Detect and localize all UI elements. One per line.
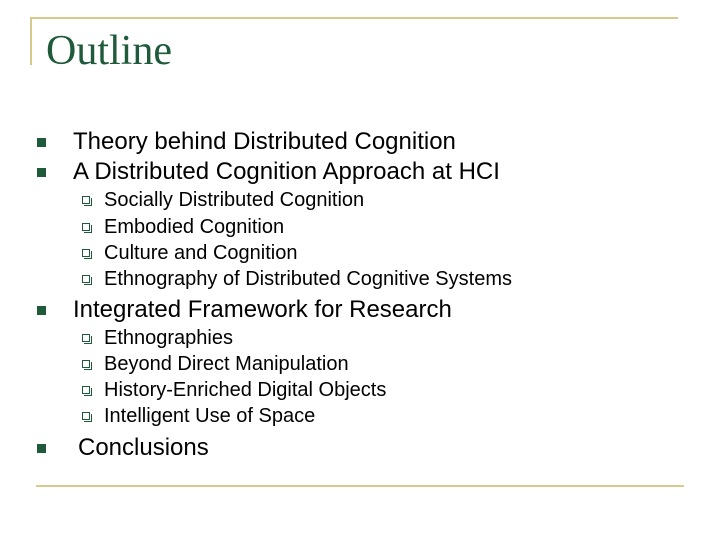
subitem-history-enriched: History-Enriched Digital Objects [104, 379, 387, 401]
hollow-square-bullet-icon [82, 196, 90, 204]
subitem-ethnography: Ethnography of Distributed Cognitive Systems [104, 268, 512, 290]
subitem-beyond-direct: Beyond Direct Manipulation [104, 353, 349, 375]
subitem-culture: Culture and Cognition [104, 242, 298, 264]
subitem-intelligent-space: Intelligent Use of Space [104, 405, 316, 427]
square-bullet-icon [37, 168, 46, 177]
subitem-embodied: Embodied Cognition [104, 216, 285, 238]
subitem-socially-distributed: Socially Distributed Cognition [104, 189, 365, 211]
outline-item-theory: Theory behind Distributed Cognition [73, 128, 456, 155]
hollow-square-bullet-icon [82, 275, 90, 283]
outline-item-approach: A Distributed Cognition Approach at HCI [73, 158, 500, 185]
outline-item-conclusions: Conclusions [78, 434, 209, 461]
hollow-square-bullet-icon [82, 360, 90, 368]
frame-bottom-line [36, 485, 684, 487]
frame-top-line [30, 17, 678, 19]
hollow-square-bullet-icon [82, 249, 90, 257]
slide-title: Outline [46, 28, 172, 74]
square-bullet-icon [37, 444, 46, 453]
hollow-square-bullet-icon [82, 412, 90, 420]
hollow-square-bullet-icon [82, 223, 90, 231]
hollow-square-bullet-icon [82, 386, 90, 394]
outline-item-framework: Integrated Framework for Research [73, 296, 452, 323]
subitem-ethnographies: Ethnographies [104, 327, 233, 349]
hollow-square-bullet-icon [82, 334, 90, 342]
square-bullet-icon [37, 138, 46, 147]
frame-left-line [30, 17, 32, 65]
square-bullet-icon [37, 306, 46, 315]
